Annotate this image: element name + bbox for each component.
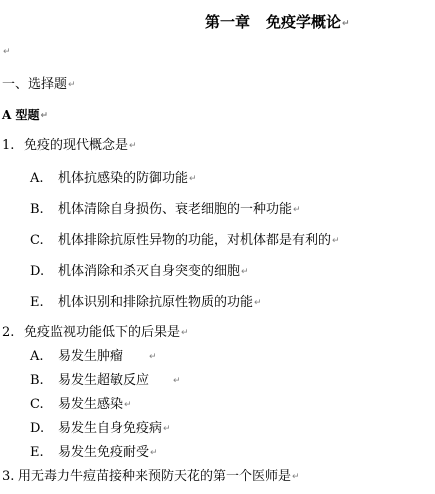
question-3 xyxy=(2,469,300,485)
option-2d xyxy=(30,421,171,437)
question-text: 免疫的现代概念是 xyxy=(24,138,129,153)
chapter-title xyxy=(205,12,350,34)
option-letter: C. xyxy=(30,397,44,412)
option-text: 机体消除和杀灭自身突变的细胞 xyxy=(58,264,241,279)
option-1d xyxy=(30,264,249,280)
paragraph-mark-icon: ↵ xyxy=(292,472,300,482)
option-text: 机体排除抗原性异物的功能，对机体都是有利的 xyxy=(58,233,332,248)
option-2c xyxy=(30,397,132,413)
option-text: 易发生肿瘤 xyxy=(58,349,124,364)
paragraph-mark-icon: ↵ xyxy=(332,236,340,246)
subsection-heading: A 型题↵ xyxy=(2,108,49,122)
option-text: 机体抗感染的防御功能 xyxy=(58,171,189,186)
paragraph-mark-icon: ↵ xyxy=(173,376,181,386)
option-letter: B. xyxy=(30,373,44,388)
option-1b xyxy=(30,202,301,218)
section-heading: 一、选择题↵ xyxy=(2,77,76,92)
option-letter: C. xyxy=(30,233,44,248)
option-text: 易发生免疫耐受 xyxy=(58,445,150,460)
option-letter: A. xyxy=(30,171,44,186)
chapter-number: 第一章 xyxy=(205,13,251,31)
option-2e xyxy=(30,445,158,461)
option-text: 易发生感染 xyxy=(58,397,124,412)
option-text: 易发生超敏反应 xyxy=(58,373,150,388)
paragraph-mark-icon: ↵ xyxy=(189,174,197,184)
paragraph-mark-icon: ↵ xyxy=(3,47,11,57)
paragraph-mark-icon: ↵ xyxy=(129,141,137,151)
option-letter: D. xyxy=(30,421,45,436)
option-letter: A. xyxy=(30,349,44,364)
option-1e xyxy=(30,295,262,311)
option-letter: D. xyxy=(30,264,45,279)
paragraph-mark-icon: ↵ xyxy=(124,400,132,410)
paragraph-mark-icon: ↵ xyxy=(241,267,249,277)
option-letter: B. xyxy=(30,202,44,217)
option-text: 机体清除自身损伤、衰老细胞的一种功能 xyxy=(58,202,293,217)
option-2a xyxy=(30,349,157,365)
question-2 xyxy=(2,325,189,341)
paragraph-mark-icon: ↵ xyxy=(40,111,49,121)
chapter-name: 免疫学概论 xyxy=(266,13,342,31)
question-text: 用无毒力牛痘苗接种来预防天花的第一个医师是 xyxy=(18,469,292,484)
option-letter: E. xyxy=(30,445,44,460)
empty-paragraph xyxy=(2,44,11,60)
paragraph-mark-icon: ↵ xyxy=(163,424,171,434)
question-number: 2. xyxy=(2,325,15,340)
paragraph-mark-icon: ↵ xyxy=(254,298,262,308)
option-text: 机体识别和排除抗原性物质的功能 xyxy=(58,295,254,310)
question-number: 3. xyxy=(2,469,15,484)
paragraph-mark-icon: ↵ xyxy=(293,205,301,215)
option-letter: E. xyxy=(30,295,44,310)
paragraph-mark-icon: ↵ xyxy=(181,328,189,338)
question-1 xyxy=(2,138,137,154)
paragraph-mark-icon: ↵ xyxy=(68,80,76,90)
option-1a xyxy=(30,171,197,187)
paragraph-mark-icon: ↵ xyxy=(149,352,157,362)
paragraph-mark-icon: ↵ xyxy=(150,448,158,458)
question-text: 免疫监视功能低下的后果是 xyxy=(24,325,181,340)
option-text: 易发生自身免疫病 xyxy=(58,421,163,436)
option-1c xyxy=(30,233,340,249)
question-number: 1. xyxy=(2,138,15,153)
paragraph-mark-icon: ↵ xyxy=(342,19,350,29)
option-2b xyxy=(30,373,181,389)
